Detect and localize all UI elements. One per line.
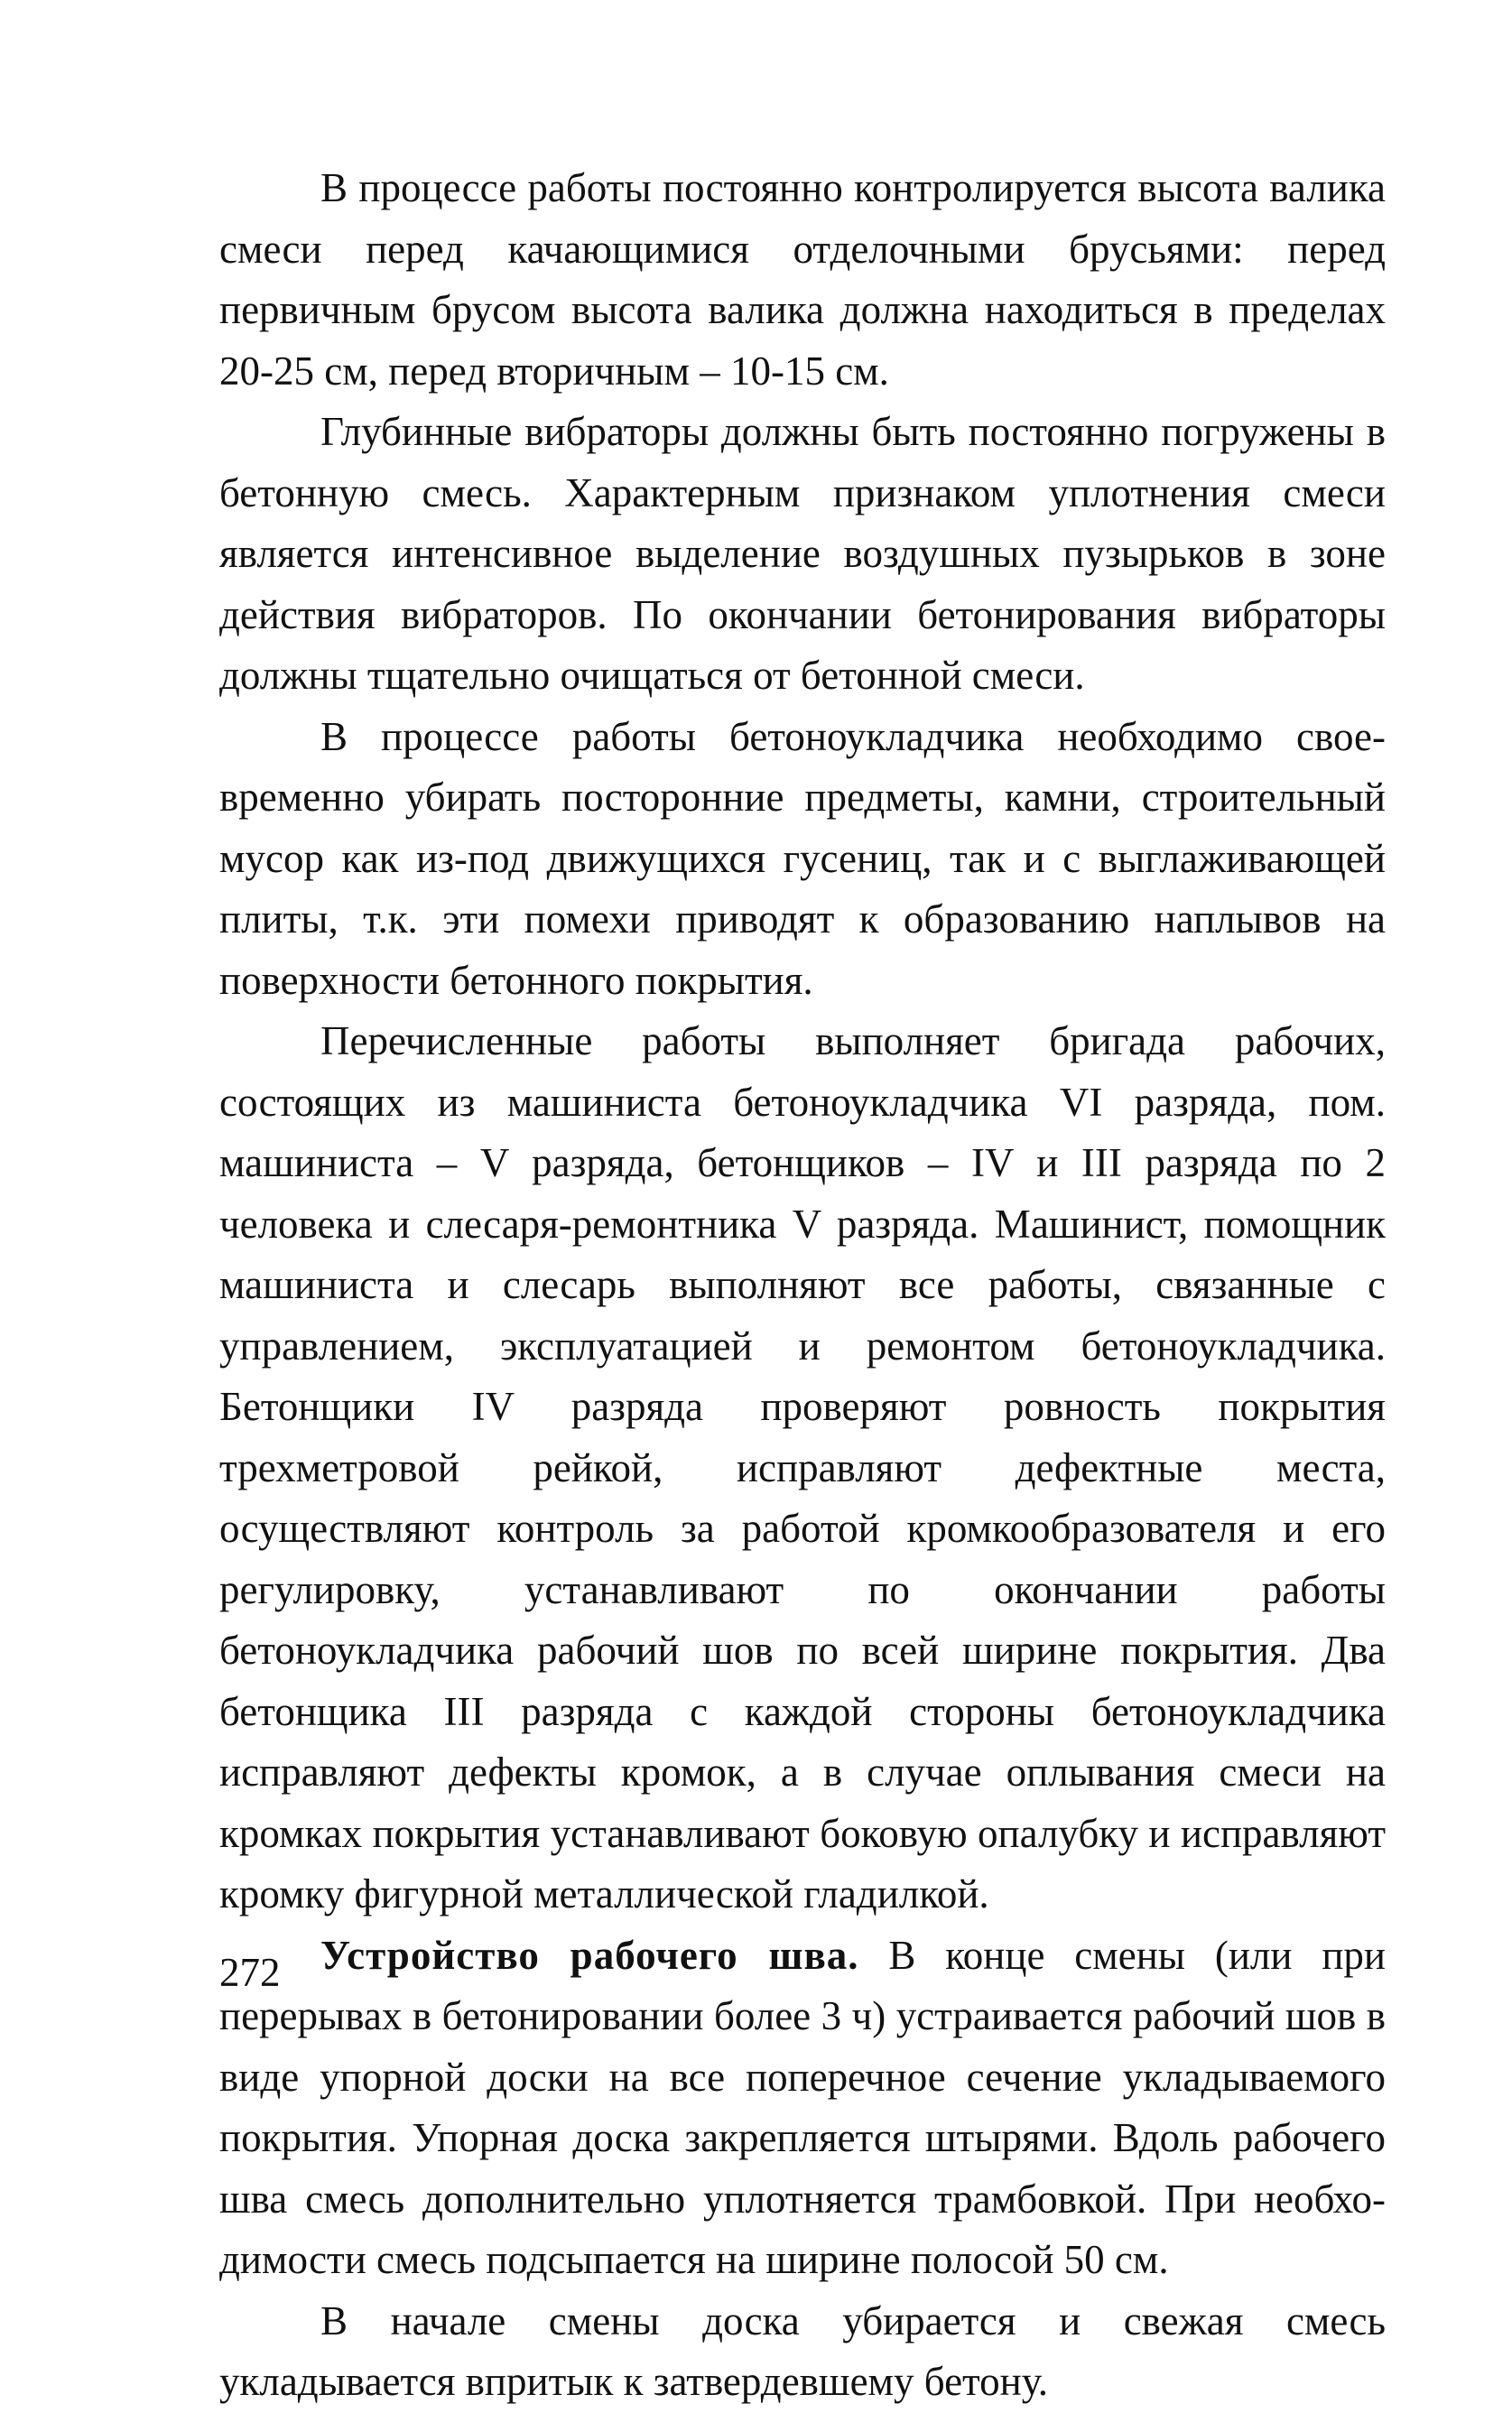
paragraph-2 xyxy=(219,402,1386,707)
paragraph-5-text: В конце смены (или при перерывах в бетонировании более 3 ч) устраивается рабочий шов в виде упорной доски на все поперечное сечение укладываемого покрытия. Упорная доска закрепляется штырями. Вдоль рабочего шва смесь дополнительно уплотняется трамбовкой. При необходимости смесь подсыпается на ширине полосой 50 см. xyxy=(219,1932,1386,2282)
paragraph-4 xyxy=(219,1011,1386,1926)
paragraph-3 xyxy=(219,707,1386,1012)
paragraph-5 xyxy=(219,1926,1386,2291)
paragraph-4-text: Перечисленные работы выполняет бригада рабочих, состоящих из машиниста бетоноукладчика VI разряда, пом. машиниста – V разряда, бетонщиков – IV и III разряда по 2 человека и слесаря-ремонтника V разряда. Машинист, помощник машиниста и слесарь выполняют все работы, связанные с управлением, эксплуатацией и ремонтом бетоноукладчика. Бетонщики IV разряда проверяют ровность покрытия трехметровой рейкой, исправляют дефектные места, осуществляют контроль за работой кромкообразователя и его регулировку, устанавливают по окончании работы бетоноукладчика рабочий шов по всей ширине покрытия. Два бетонщика III разряда с каждой стороны бетоноукладчика исправляют дефекты кромок, а в случае оплывания смеси на кромках покрытия устанавливают боковую опалубку и исправляют кромку фигурной металлической гладилкой. xyxy=(219,1018,1386,1916)
page-body xyxy=(219,158,1386,2413)
paragraph-1 xyxy=(219,158,1386,402)
paragraph-6-text: В начале смены доска убирается и свежая смесь укладывается впритык к затвердевшему бетону. xyxy=(219,2297,1386,2404)
section-heading: Устройство рабочего шва. xyxy=(320,1932,859,1978)
paragraph-2-text: Глубинные вибраторы должны быть постоянно погружены в бетонную смесь. Характерным признаком уплотнения смеси является интенсивное выделение воздушных пузырьков в зоне действия вибраторов. По окончании бетонирования вибраторы должны тщательно очищаться от бетонной смеси. xyxy=(219,409,1386,698)
page-number: 272 xyxy=(219,1950,281,1995)
paragraph-6 xyxy=(219,2291,1386,2413)
paragraph-3-text: В процессе работы бетоноукладчика необходимо своевременно убирать посторонние предметы, камни, строительный мусор как из-под движущихся гусениц, так и с выглаживающей плиты, т.к. эти помехи приводят к образованию наплывов на поверхности бетонного покрытия. xyxy=(219,713,1386,1003)
paragraph-1-text: В процессе работы постоянно контролируется высота валика смеси перед качающимися отделочными брусьями: перед первичным брусом высота валика должна находиться в пределах 20-25 см, перед вторичным – 10-15 см. xyxy=(219,165,1386,394)
